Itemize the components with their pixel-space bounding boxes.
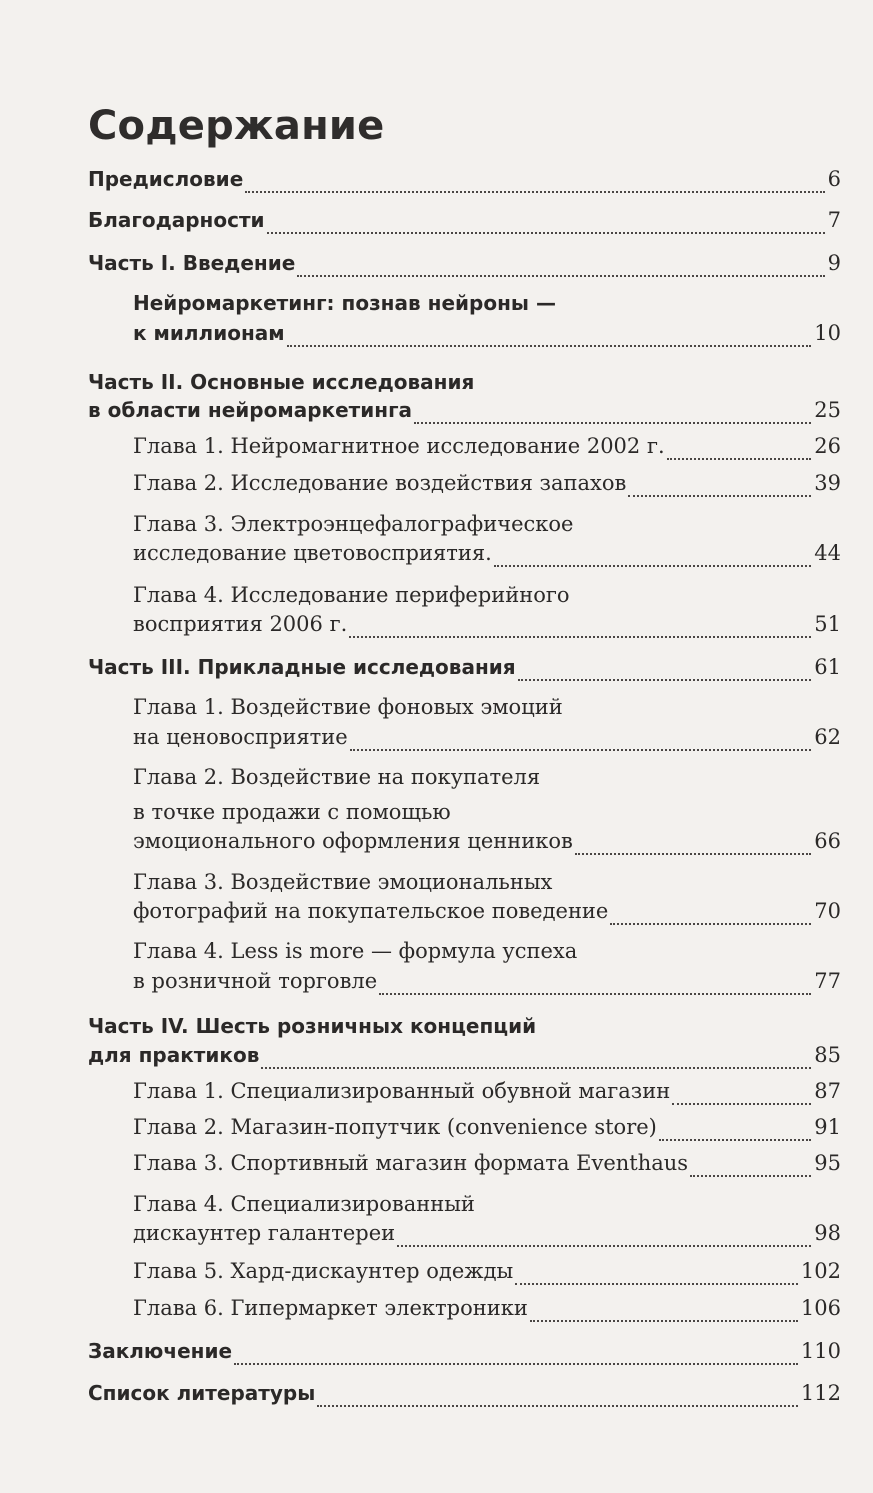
- toc-entry-label: Глава 6. Гипермаркет электроники: [133, 1296, 528, 1320]
- toc-entry-p1-intro-line1[interactable]: Нейромаркетинг: познав нейроны —: [133, 291, 556, 315]
- toc-entry-label: на ценовосприятие: [133, 725, 348, 749]
- toc-entry-label: дискаунтер галантереи: [133, 1221, 396, 1245]
- toc-entry-p3-ch2-line1[interactable]: Глава 2. Воздействие на покупателя: [133, 765, 541, 789]
- toc-entry-p4-ch5[interactable]: [133, 1259, 841, 1295]
- toc-entry-label: восприятия 2006 г.: [133, 612, 348, 636]
- toc-page-number: 102: [800, 1259, 841, 1283]
- toc-entry-label: Глава 2. Магазин-попутчик (convenience store): [133, 1115, 657, 1139]
- dot-leader: [379, 993, 811, 995]
- toc-page-number: 9: [827, 251, 841, 275]
- toc-entry-label: Список литературы: [88, 1381, 316, 1405]
- toc-page-number: 7: [827, 208, 841, 232]
- toc-entry-p4-ch1[interactable]: [133, 1079, 841, 1115]
- dot-leader: [414, 422, 811, 424]
- toc-entry-label: Предисловие: [88, 167, 244, 191]
- toc-entry-part2[interactable]: [88, 398, 841, 434]
- toc-page-number: 66: [814, 829, 841, 853]
- toc-entry-label: для практиков: [88, 1043, 260, 1067]
- toc-page-number: 95: [814, 1151, 841, 1175]
- toc-entry-p3-ch1-line1[interactable]: Глава 1. Воздействие фоновых эмоций: [133, 695, 563, 719]
- toc-page-number: 44: [814, 541, 841, 565]
- toc-page-number: 85: [814, 1043, 841, 1067]
- dot-leader: [297, 275, 824, 277]
- toc-entry-label: Глава 3. Спортивный магазин формата Eventhaus: [133, 1151, 689, 1175]
- dot-leader: [267, 232, 825, 234]
- toc-entry-label: фотографий на покупательское поведение: [133, 899, 609, 923]
- toc-entry-label: Глава 1. Специализированный обувной магазин: [133, 1079, 671, 1103]
- toc-entry-label: в розничной торговле: [133, 969, 378, 993]
- toc-entry-label: эмоционального оформления ценников: [133, 829, 573, 853]
- toc-entry-p1-intro[interactable]: [133, 321, 841, 357]
- dot-leader: [575, 853, 811, 855]
- toc-page-number: 62: [814, 725, 841, 749]
- toc-page-number: 70: [814, 899, 841, 923]
- toc-entry-label: Глава 1. Нейромагнитное исследование 2002 г.: [133, 434, 665, 458]
- toc-entry-part3[interactable]: [88, 655, 841, 691]
- toc-entry-p2-ch4[interactable]: [133, 612, 841, 648]
- toc-page-number: 25: [814, 398, 841, 422]
- toc-entry-p3-ch2-line2[interactable]: в точке продажи с помощью: [133, 800, 451, 824]
- toc-page-number: 51: [814, 612, 841, 636]
- toc-entry-p4-ch2[interactable]: [133, 1115, 841, 1151]
- dot-leader: [245, 191, 824, 193]
- toc-entry-p3-ch4-line1[interactable]: Глава 4. Less is more — формула успеха: [133, 939, 578, 963]
- dot-leader: [350, 749, 812, 751]
- toc-entry-p2-ch2[interactable]: [133, 471, 841, 507]
- toc-entry-p2-ch1[interactable]: [133, 434, 841, 470]
- toc-page-number: 77: [814, 969, 841, 993]
- toc-entry-p4-ch3[interactable]: [133, 1151, 841, 1187]
- toc-entry-part4-line1[interactable]: Часть IV. Шесть розничных концепций: [88, 1014, 537, 1038]
- dot-leader: [628, 495, 811, 497]
- toc-entry-label: Заключение: [88, 1339, 233, 1363]
- toc-entry-p2-ch3[interactable]: [133, 541, 841, 577]
- toc-page-number: 110: [800, 1339, 841, 1363]
- toc-page-number: 26: [814, 434, 841, 458]
- toc-entry-references[interactable]: [88, 1381, 841, 1417]
- toc-entry-part1[interactable]: [88, 251, 841, 287]
- toc-page-number: 61: [814, 655, 841, 679]
- dot-leader: [530, 1320, 798, 1322]
- dot-leader: [518, 679, 812, 681]
- toc-entry-p4-ch4[interactable]: [133, 1221, 841, 1257]
- toc-page-number: 91: [814, 1115, 841, 1139]
- toc-entry-label: в области нейромаркетинга: [88, 398, 413, 422]
- dot-leader: [261, 1067, 811, 1069]
- dot-leader: [515, 1283, 798, 1285]
- toc-entry-p3-ch3[interactable]: [133, 899, 841, 935]
- toc-entry-label: Глава 5. Хард-дискаунтер одежды: [133, 1259, 514, 1283]
- dot-leader: [659, 1139, 811, 1141]
- toc-page-number: 6: [827, 167, 841, 191]
- toc-entry-p3-ch3-line1[interactable]: Глава 3. Воздействие эмоциональных: [133, 870, 553, 894]
- toc-entry-preface[interactable]: [88, 167, 841, 203]
- dot-leader: [317, 1405, 798, 1407]
- dot-leader: [667, 458, 812, 460]
- dot-leader: [610, 923, 811, 925]
- toc-entry-p4-ch4-line1[interactable]: Глава 4. Специализированный: [133, 1192, 475, 1216]
- toc-entry-label: Глава 2. Исследование воздействия запахов: [133, 471, 627, 495]
- dot-leader: [672, 1103, 811, 1105]
- dot-leader: [690, 1175, 811, 1177]
- toc-page-number: 98: [814, 1221, 841, 1245]
- toc-entry-p3-ch1[interactable]: [133, 725, 841, 761]
- toc-page-number: 10: [814, 321, 841, 345]
- toc-entry-label: Часть III. Прикладные исследования: [88, 655, 516, 679]
- toc-entry-p2-ch4-line1[interactable]: Глава 4. Исследование периферийного: [133, 583, 570, 607]
- toc-entry-p3-ch2[interactable]: [133, 829, 841, 865]
- toc-page-number: 106: [800, 1296, 841, 1320]
- toc-entry-label: Часть I. Введение: [88, 251, 296, 275]
- toc-page-number: 87: [814, 1079, 841, 1103]
- toc-page-number: 112: [800, 1381, 841, 1405]
- toc-entry-part4[interactable]: [88, 1043, 841, 1079]
- toc-entry-label: к миллионам: [133, 321, 285, 345]
- dot-leader: [349, 636, 811, 638]
- dot-leader: [287, 345, 812, 347]
- toc-entry-conclusion[interactable]: [88, 1339, 841, 1375]
- toc-entry-label: Благодарности: [88, 208, 265, 232]
- dot-leader: [234, 1363, 798, 1365]
- toc-entry-p2-ch3-line1[interactable]: Глава 3. Электроэнцефалографическое: [133, 512, 574, 536]
- toc-entry-thanks[interactable]: [88, 208, 841, 244]
- toc-entry-p3-ch4[interactable]: [133, 969, 841, 1005]
- dot-leader: [397, 1245, 811, 1247]
- toc-entry-part2-line1[interactable]: Часть II. Основные исследования: [88, 370, 475, 394]
- toc-entry-label: исследование цветовосприятия.: [133, 541, 492, 565]
- toc-page-number: 39: [814, 471, 841, 495]
- toc-entry-p4-ch6[interactable]: [133, 1296, 841, 1332]
- page-title: Содержание: [88, 103, 385, 149]
- dot-leader: [494, 565, 812, 567]
